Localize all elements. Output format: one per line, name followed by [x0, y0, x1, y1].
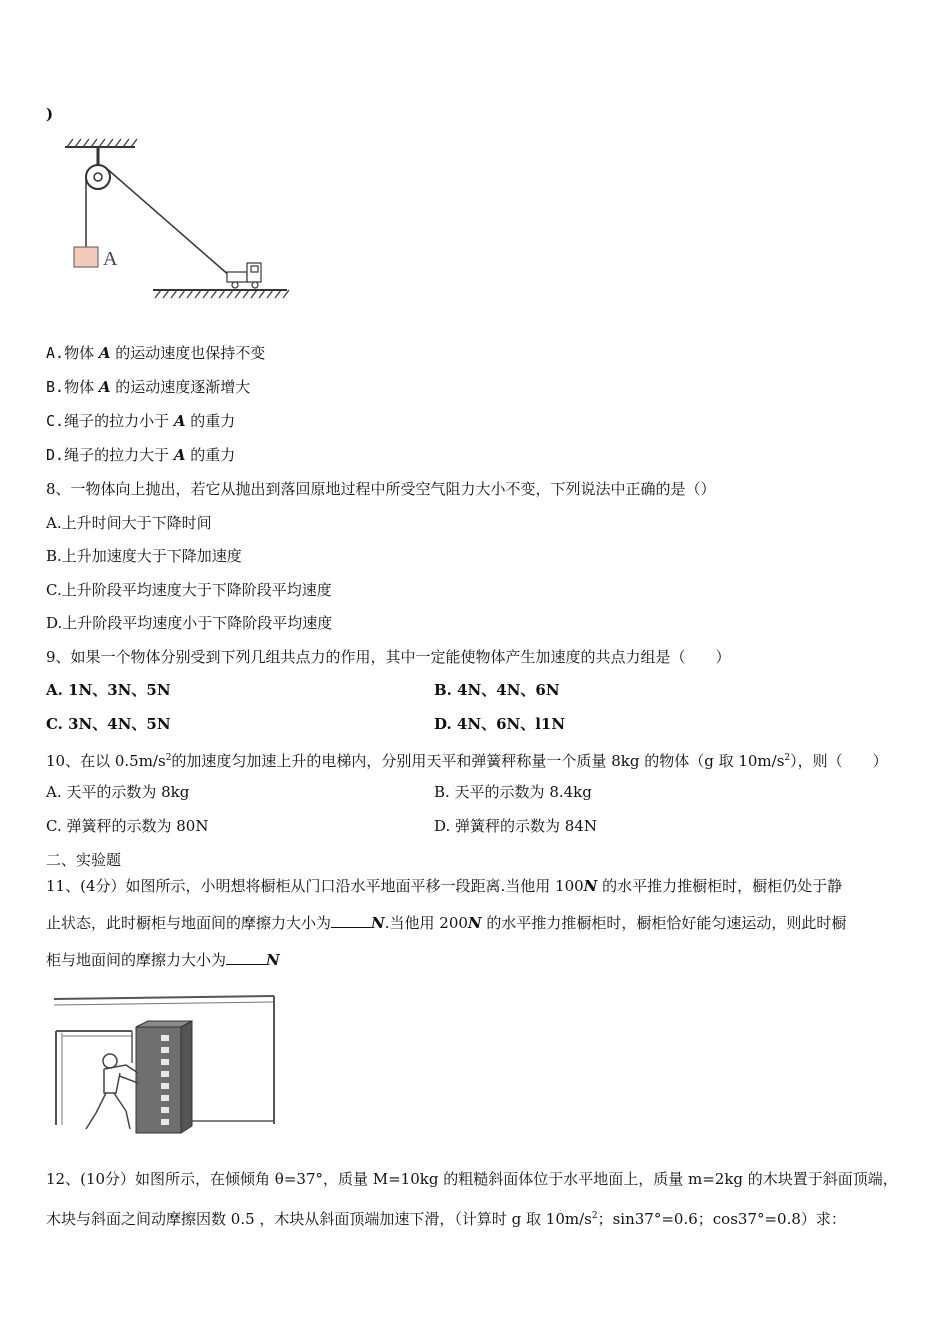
q8-option-a: A.上升时间大于下降时间: [46, 514, 212, 532]
q8-option-d: D.上升阶段平均速度小于下降阶段平均速度: [46, 614, 333, 632]
q7-option-a: A.物体 A 的运动速度也保持不变: [46, 344, 266, 362]
cabinet-icon: [136, 1021, 192, 1133]
q9-option-a: A. 1N、3N、5N: [46, 681, 171, 699]
q8-stem: 8、一物体向上抛出，若它从抛出到落回原地过程中所受空气阻力大小不变，下列说法中正确的是（）: [46, 480, 716, 498]
q7-option-b: B.物体 A 的运动速度逐渐增大: [46, 378, 251, 396]
q10-option-d: D. 弹簧秤的示数为 84N: [434, 817, 598, 835]
top-fragment: ): [46, 105, 54, 123]
answer-blank[interactable]: [331, 913, 371, 928]
cabinet-figure: [52, 993, 278, 1138]
block-a: [74, 247, 98, 267]
truck-icon: [227, 263, 261, 288]
q11-line-1: 11、(4分）如图所示，小明想将橱柜从门口沿水平地面平移一段距离.当他用 100N 的水平推力推橱柜时，橱柜仍处于静: [46, 877, 843, 895]
q12-line-2: 木块与斜面之间动摩擦因数 0.5 ，木块从斜面顶端加速下滑，（计算时 g 取 $10m/s^2$；sin37°=0.6；cos37°=0.8）求：: [46, 1210, 846, 1228]
person-icon: [86, 1054, 138, 1129]
answer-blank[interactable]: [226, 950, 266, 965]
q9-option-c: C. 3N、4N、5N: [46, 715, 171, 733]
q8-option-c: C.上升阶段平均速度大于下降阶段平均速度: [46, 581, 332, 599]
q12-line-1: 12、(10分）如图所示，在倾倾角 θ=37°，质量 M=10kg 的粗糙斜面体位于水平地面上，质量 m=2kg 的木块置于斜面顶端，: [46, 1170, 898, 1188]
q11-line-2: 止状态，此时橱柜与地面间的摩擦力大小为 N.当他用 200N 的水平推力推橱柜时，橱柜恰好能匀速运动，则此时橱: [46, 914, 847, 932]
q10-option-b: B. 天平的示数为 8.4kg: [434, 783, 592, 801]
q10-option-c: C. 弹簧秤的示数为 80N: [46, 817, 209, 835]
q7-option-d: D.绳子的拉力大于 A 的重力: [46, 446, 236, 464]
q9-option-b: B. 4N、4N、6N: [434, 681, 560, 699]
q9-option-d: D. 4N、6N、l1N: [434, 715, 566, 733]
q8-option-b: B.上升加速度大于下降加速度: [46, 547, 242, 565]
q7-option-c: C.绳子的拉力小于 A 的重力: [46, 412, 236, 430]
q10-stem: 10、在以 $0.5m/s^2$的加速度匀加速上升的电梯内，分别用天平和弹簧秤称量一个质量 8kg 的物体（g 取 $10m/s^2$），则（ ）: [46, 752, 888, 770]
q9-stem: 9、如果一个物体分别受到下列几组共点力的作用，其中一定能使物体产生加速度的共点力组是（ ）: [46, 648, 731, 666]
section-heading: 二、实验题: [46, 851, 122, 869]
q10-option-a: A. 天平的示数为 8kg: [46, 783, 190, 801]
q11-line-3: 柜与地面间的摩擦力大小为 N: [46, 951, 280, 969]
pulley-figure: [55, 135, 295, 310]
block-a-label: A: [103, 248, 118, 270]
